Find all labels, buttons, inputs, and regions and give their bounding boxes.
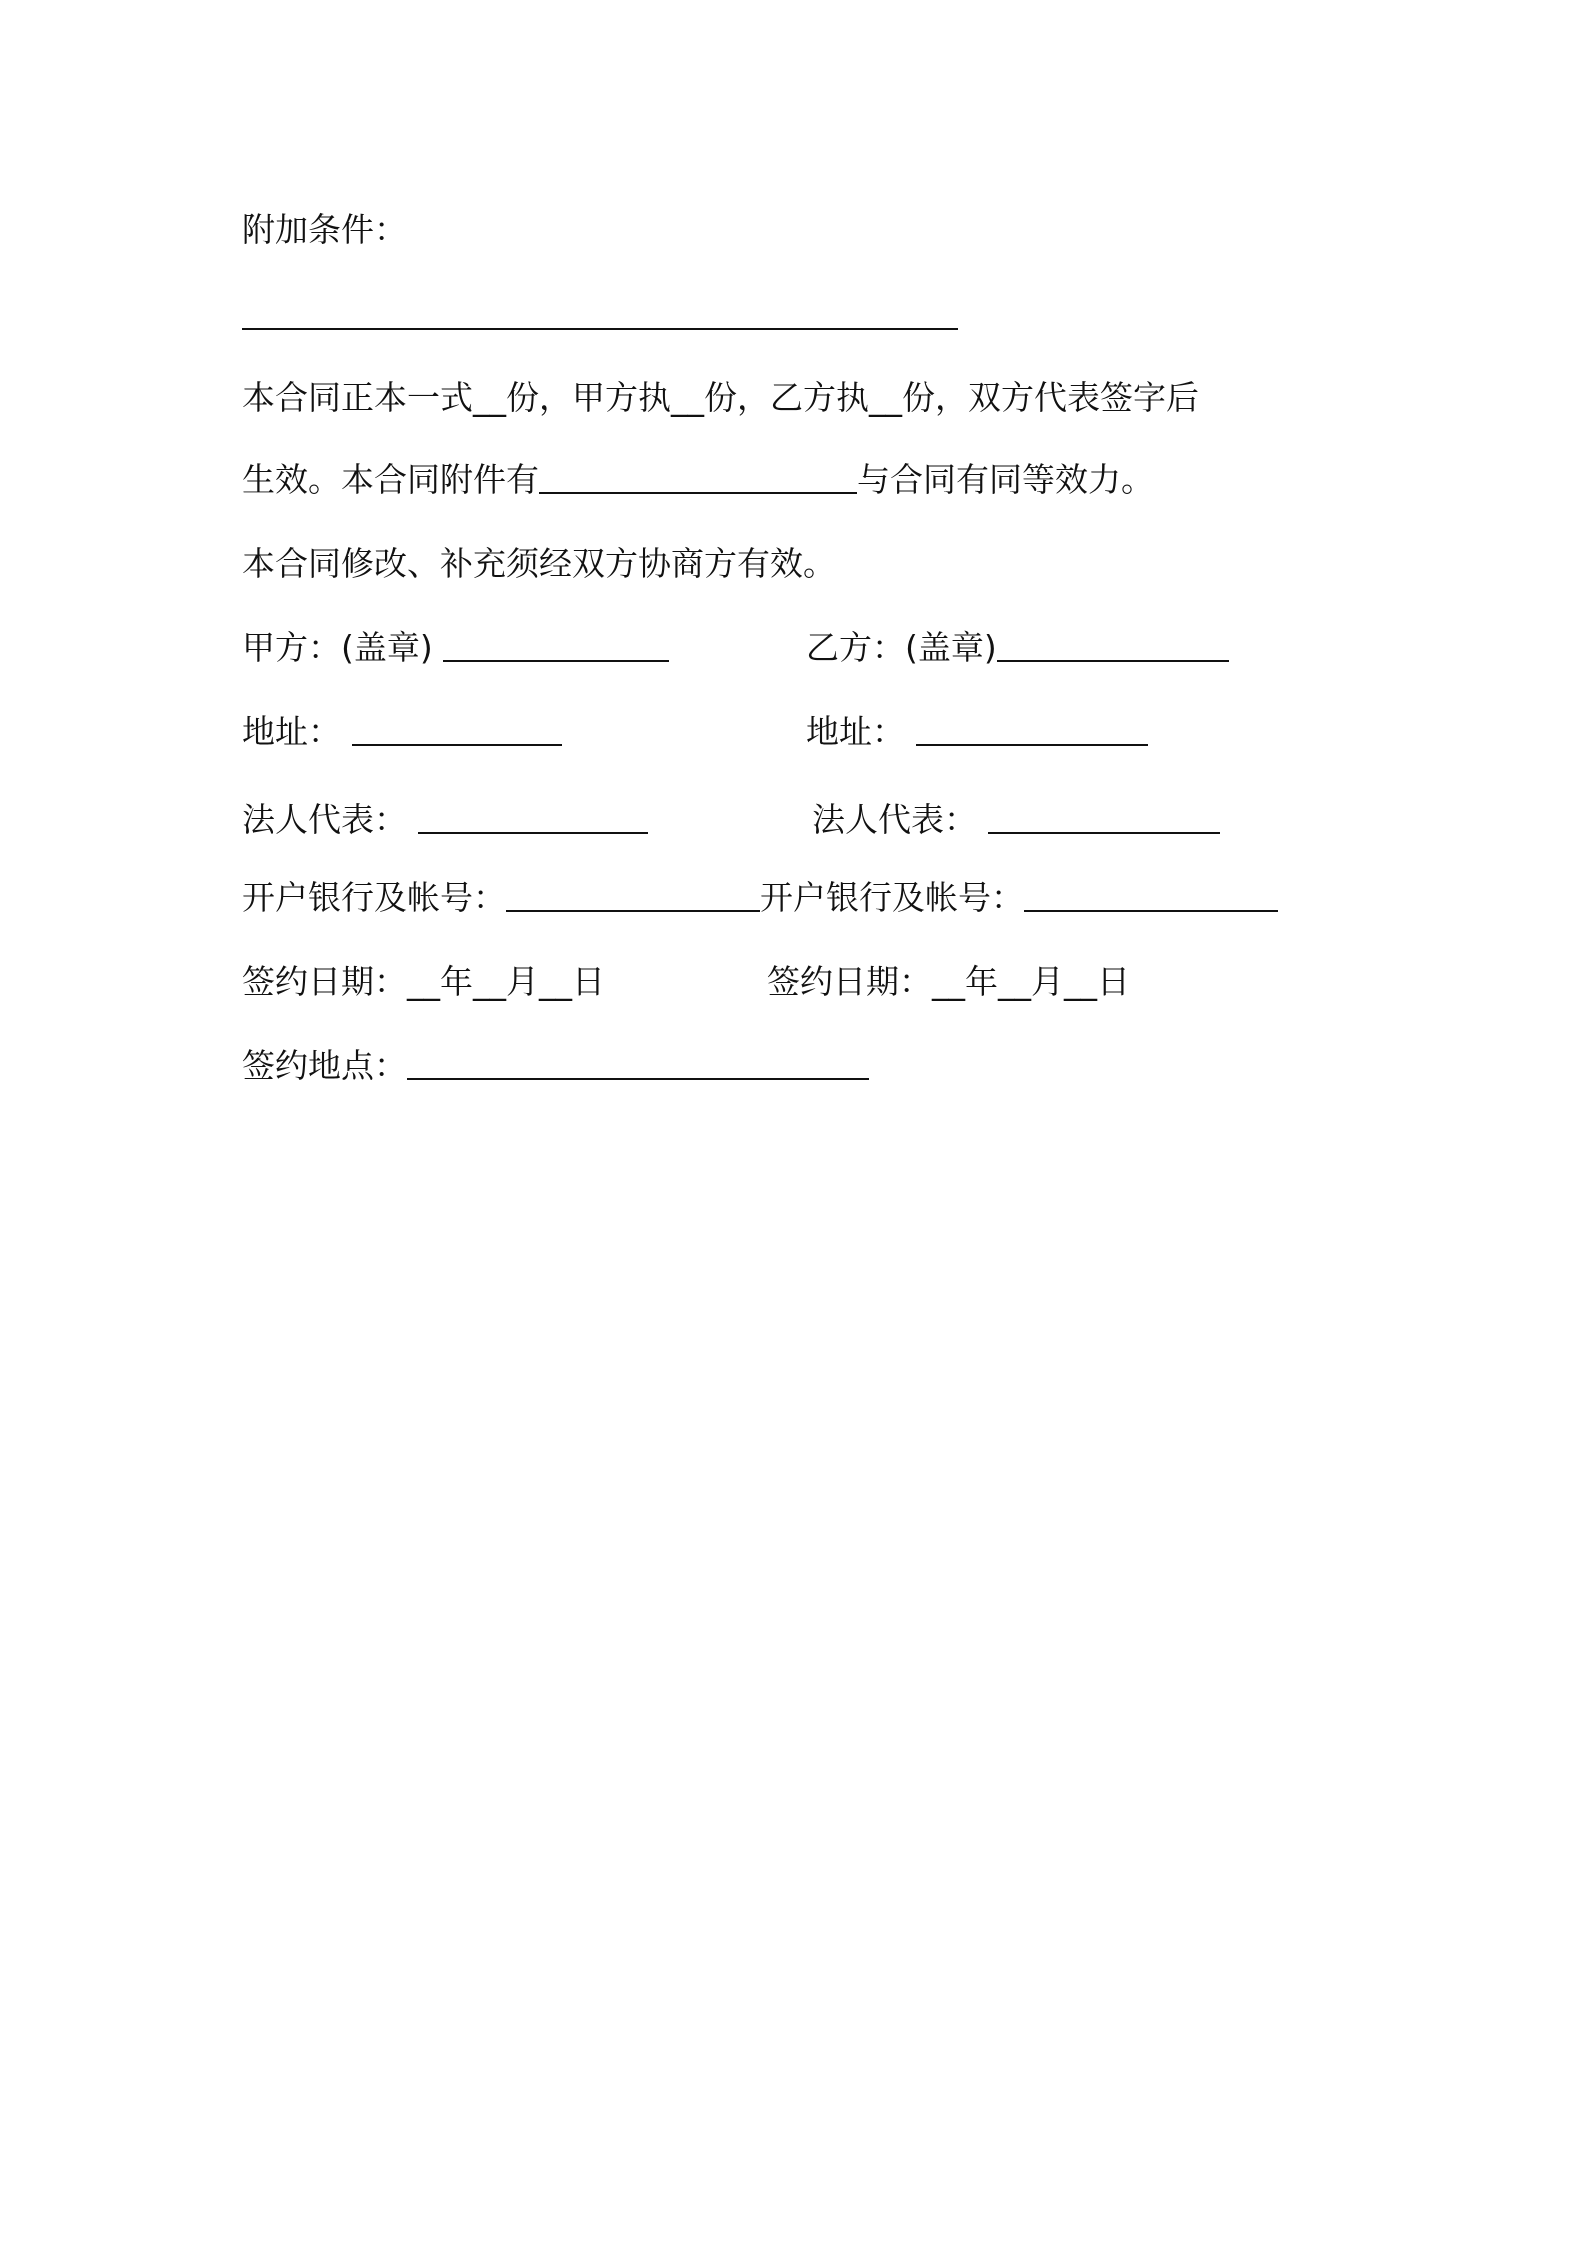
party-a-seal <box>242 628 669 668</box>
additional-conditions-label: 附加条件： <box>242 210 407 249</box>
party-a-seal-label: 甲方：(盖章) <box>242 628 433 667</box>
additional-conditions-blank-row <box>242 296 958 336</box>
additional-conditions-blank[interactable] <box>242 327 958 330</box>
party-b-bank-label: 开户银行及帐号： <box>760 878 1024 917</box>
party-a-legal-rep-label: 法人代表： <box>242 800 407 839</box>
party-a-address-blank[interactable] <box>352 743 562 746</box>
party-b-date-format[interactable]: __年__月__日 <box>932 962 1130 1001</box>
party-a-date <box>242 962 605 1002</box>
bank-row <box>242 878 1278 918</box>
party-a-legal-rep <box>242 800 648 840</box>
party-b-seal <box>806 628 1229 668</box>
party-b-legal-rep-label: 法人代表： <box>812 800 977 839</box>
party-a-legal-rep-blank[interactable] <box>418 831 648 834</box>
party-a-address-label: 地址： <box>242 712 341 751</box>
additional-conditions-row <box>242 210 407 250</box>
signing-place-blank[interactable] <box>407 1077 869 1080</box>
party-a-seal-blank[interactable] <box>443 659 669 662</box>
party-a-bank-label: 开户银行及帐号： <box>242 878 506 917</box>
party-b-address-blank[interactable] <box>916 743 1148 746</box>
amendment-line <box>242 544 836 584</box>
place-row <box>242 1046 869 1086</box>
party-b-date <box>767 962 1130 1002</box>
party-a-address <box>242 712 562 752</box>
party-b-address-label: 地址： <box>806 712 905 751</box>
party-b-seal-blank[interactable] <box>997 659 1229 662</box>
party-b-legal-rep-blank[interactable] <box>988 831 1220 834</box>
party-a-bank-blank[interactable] <box>506 909 760 912</box>
effect-suffix: 与合同有同等效力。 <box>857 460 1154 499</box>
party-a-date-label: 签约日期： <box>242 962 407 1001</box>
party-b-seal-label: 乙方：(盖章) <box>806 628 997 667</box>
signing-place-label: 签约地点： <box>242 1046 407 1085</box>
party-b-address <box>806 712 1148 752</box>
party-b-date-label: 签约日期： <box>767 962 932 1001</box>
party-b-legal-rep <box>812 800 1220 840</box>
amendment-text: 本合同修改、补充须经双方协商方有效。 <box>242 544 836 583</box>
party-a-date-format[interactable]: __年__月__日 <box>407 962 605 1001</box>
effect-prefix: 生效。本合同附件有 <box>242 460 539 499</box>
effect-line <box>242 460 1154 500</box>
copies-line <box>242 378 1199 418</box>
copies-text: 本合同正本一式__份，甲方执__份，乙方执__份，双方代表签字后 <box>242 378 1199 417</box>
party-b-bank-blank[interactable] <box>1024 909 1278 912</box>
attachment-blank[interactable] <box>539 491 857 494</box>
